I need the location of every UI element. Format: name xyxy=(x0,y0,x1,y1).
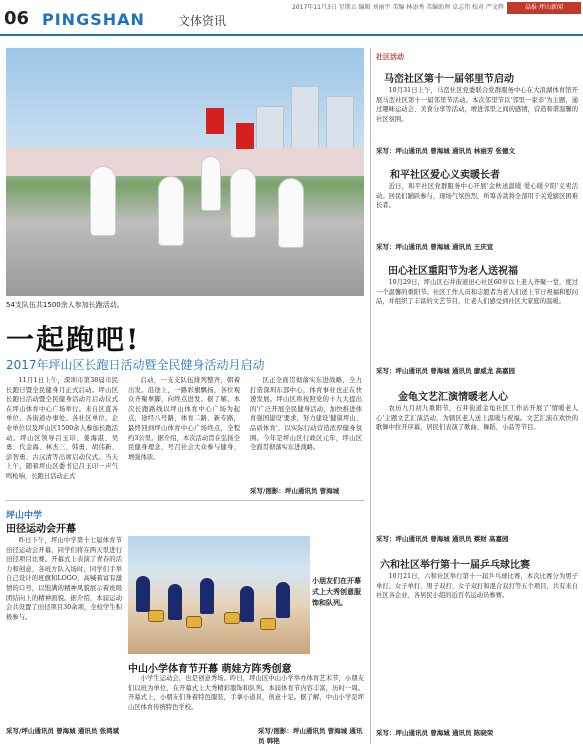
main-article-col3: 区正全面贯彻落实东进战略，全力打造深圳东部中心，体育事业也正在快速发展。坪山区将按照党的十九大提出的'广泛开展全民健身活动，加快推进体育强国建设'要求，努力建设'健康坪山、品质体育'，以实际行动营造浓厚健身氛围。今年是坪山区行政区元年，坪山区全面贯彻落实东进战略。 xyxy=(250,377,362,452)
article3-credit: 采写/图影：坪山通讯员 曾海城 通讯员 韩艳 xyxy=(258,727,363,745)
masthead-info: 2017年11月3日 星期五 编辑 刘丽宇 美编 林添秀 美编助理 卓志伟 校对 严文辉 xyxy=(292,4,504,11)
page-number: 06 xyxy=(4,8,30,29)
newspaper-logo: 晶报·坪山新闻 xyxy=(507,2,581,14)
right-item-credit: 采写：坪山通讯员 曾海城 通讯员 林丽芳 张德文 xyxy=(376,147,516,155)
right-item-credit: 采写：坪山通讯员 曾海城 通讯员 蔡财 高嘉园 xyxy=(376,535,509,543)
drum xyxy=(186,616,202,628)
right-item-credit: 采写：坪山通讯员 曾海城 通讯员 廖威龙 高嘉园 xyxy=(376,367,516,375)
article2-credit: 采写/坪山通讯员 曾海城 通讯员 张鸿斌 xyxy=(6,727,120,735)
red-flag xyxy=(236,123,254,149)
right-kicker: 社区活动 xyxy=(376,53,404,61)
main-headline: 一起跑吧! xyxy=(6,323,141,356)
photo-caption: 54支队伍共1500余人参加长跑活动。 xyxy=(6,301,124,309)
right-item-title: 六和社区举行第十一届乒乓球比赛 xyxy=(380,560,530,571)
section-title: PINGSHAN xyxy=(42,10,145,29)
runner xyxy=(90,166,116,236)
subsection-title: 文体资讯 xyxy=(178,14,227,28)
right-item-credit: 采写：坪山通讯员 曾海城 通讯员 王庆宣 xyxy=(376,243,494,251)
right-item-body: 农历九月初九重阳节，石井街道金龟社区工作站开展了'情暖老人心'主题文艺汇演活动，为辖区老人送上温暖与祝福。文艺汇演在欢快的歌舞中拉开序幕，居民们表演了歌曲、舞蹈、小品等节目。 xyxy=(376,405,578,432)
article2-body: 昨日下午，坪山中学第十七届体育节田径运动会开幕，同学们将在两天里进行田径项目比赛。开幕式上表演了青春的活力和创意，各班方队入场时，同学们手举自己设计的班旗和LOGO，高喊着富有激情的口号，以饱满的精神风貌展示着班级团结向上的精神面貌。据介绍，本届运动会共设置了田径项目30余项，全校学生积极参与。 xyxy=(6,537,122,621)
red-flag xyxy=(206,108,224,134)
drum xyxy=(148,610,164,622)
child-figure xyxy=(168,584,182,620)
article2-kicker: 坪山中学 xyxy=(6,511,43,521)
column-divider xyxy=(370,48,371,744)
building-shape xyxy=(326,96,354,156)
article3-title: 中山小学体育节开幕 萌娃方阵秀创意 xyxy=(128,664,292,675)
article2-title: 田径运动会开幕 xyxy=(6,524,76,535)
child-figure xyxy=(240,586,254,622)
drum xyxy=(224,612,240,624)
right-item-body: 近日，和平社区党群服务中心开展'金秋送温暖 爱心暖夕阳'义卖活动。居民们踊跃参与，现场气氛热烈，所筹善款将全部用于关爱辖区困难长者。 xyxy=(376,183,578,210)
right-item-body: 10月29日，坪山区石井街道田心社区60岁以上老人齐聚一堂，度过一个温馨的重阳节。社区工作人员和志愿者为老人们送上节日祝福和慰问品，并组织了丰富的文艺节目，让老人们感受到社区大家庭的温暖。 xyxy=(376,279,578,306)
article3-body: 小学生运动会，也是创意秀场。昨日，坪山区中山小学举办体育艺术节，小朋友们以班为单位，在开幕式上大秀精彩服饰和队列。本届体育节内容丰富，历时一周。开幕式上，小朋友们身着特色服装，手拿小道具，创意十足。据了解，中山小学是坪山区体育传统特色学校。 xyxy=(128,675,364,711)
child-figure xyxy=(200,578,214,614)
child-figure xyxy=(136,576,150,612)
building-shape xyxy=(291,86,319,156)
header-rule xyxy=(0,34,583,36)
right-item-body: 10月31日上午，马峦社区党委联合党群服务中心在大浪湖体育馆开展马峦社区第十一届邻里节活动。本次邻里节以'邻里一家亲'为主题，通过趣味运动会、美食分享等活动，增进邻里之间的感情，营造和谐温馨的社区氛围。 xyxy=(376,87,578,123)
child-figure xyxy=(276,582,290,618)
running-event-photo xyxy=(6,48,364,296)
main-article-col1: 11月1日上午，深圳市第38届市民长跑日暨全民健身月正式启动。坪山区长跑日活动暨全民健身活动月启动仪式在坪山体育中心广场举行。来自区直各单位、各街道办事处、各社区单位，企业单位以及坪山区1500余人参加长跑活动。坪山区领导吕玉印、姜海湛、吴勇、代金海、林杰三、韩勇、胡伟新、彭智勇、古汉清等出席启动仪式。当天上午，随着坪山区委书记吕玉印一声气鸣枪响，长跑日活动正式 xyxy=(6,377,118,480)
right-item-body: 10月21日，六和社区举行第十一届乒乓球比赛，本次比赛分为男子单打、女子单打、男子双打、女子双打和混合双打等五个项目，共有来自社区各企业、各居民小组的近百名运动员参赛。 xyxy=(376,573,578,600)
right-item-title: 马峦社区第十一届邻里节启动 xyxy=(384,74,514,85)
main-article-col2: 启动，一支支队伍排列整齐，朝着出发。沿途上，一路彩旗飘扬，各位观众齐聚拳脚，向终点进发。据了解，本次长跑路线以坪山体育中心广场为起点，途经八号路、体育二路、新专路，最终回到坪山体育中心广场终点，全程约3公里。据介绍，本次活动旨在弘扬全民健身理念，号召社会大众参与健身、增强体质。 xyxy=(128,377,240,461)
right-item-credit: 采写：坪山通讯员 曾海城 通讯员 陈晓荣 xyxy=(376,729,494,737)
main-article-credit: 采写/图影：坪山通讯员 曾海城 xyxy=(250,487,340,495)
section-divider xyxy=(6,500,364,501)
runner xyxy=(201,156,221,211)
main-subheadline: 2017年坪山区长跑日活动暨全民健身活动月启动 xyxy=(6,358,265,372)
right-item-title: 金龟文艺汇演情暖老人心 xyxy=(398,392,508,403)
drum xyxy=(260,618,276,630)
kids-parade-photo xyxy=(128,536,310,654)
right-item-title: 田心社区重阳节为老人送祝福 xyxy=(388,266,518,277)
runner xyxy=(230,168,256,238)
runner xyxy=(158,176,184,246)
right-item-title: 和平社区爱心义卖暖长者 xyxy=(390,170,500,181)
photo2-caption: 小朋友们在开幕式上大秀创意服饰和队列。 xyxy=(312,577,361,607)
runner xyxy=(278,178,304,248)
event-banner xyxy=(6,148,364,176)
